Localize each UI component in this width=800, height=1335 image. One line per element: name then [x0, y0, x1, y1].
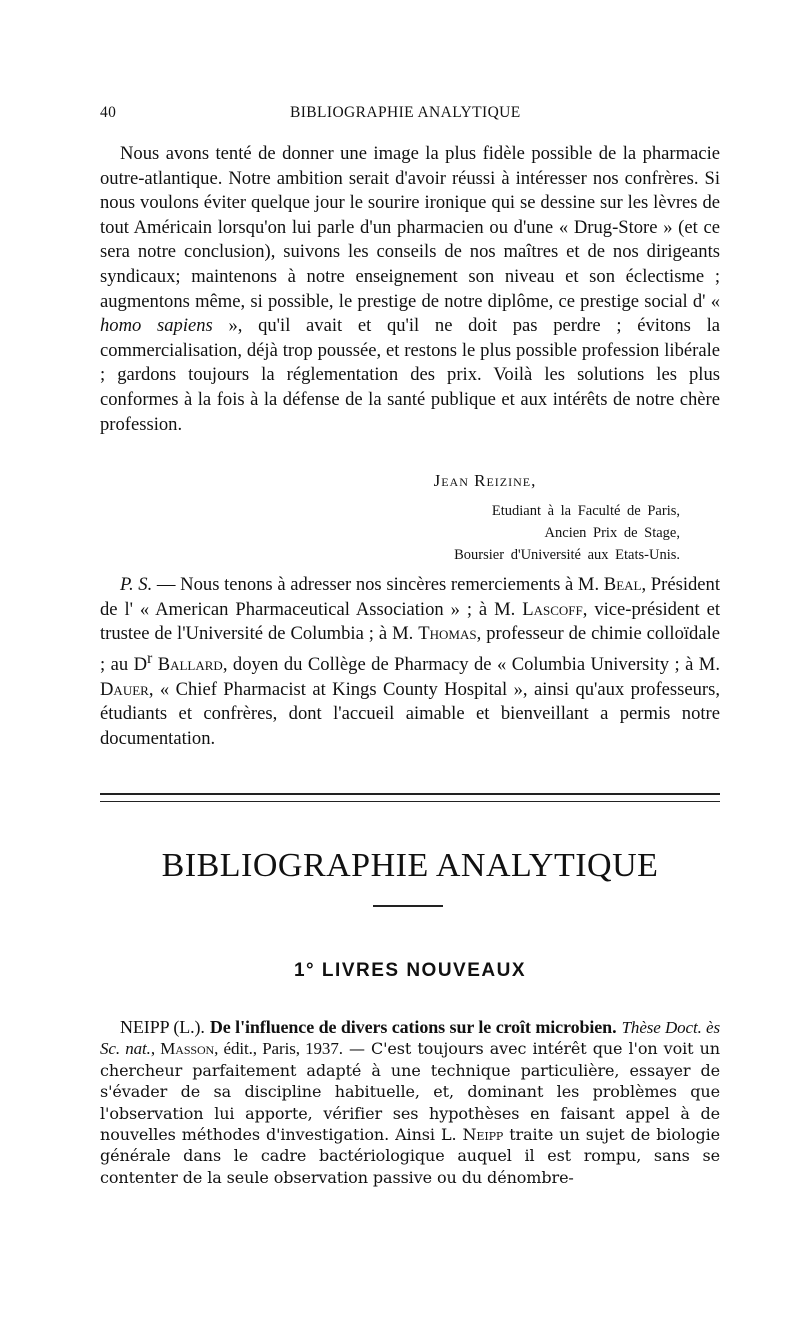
affiliation-line: Ancien Prix de Stage,	[544, 525, 680, 541]
book-review	[100, 1017, 720, 1188]
author-name: Jean Reizine,	[433, 471, 537, 490]
author-affiliations	[370, 500, 680, 566]
review-publication: , édit., Paris, 1937.	[214, 1039, 343, 1059]
closing-paragraph	[100, 142, 720, 437]
paragraph-text-part: », qu'il avait et qu'il ne doit pas perdre ; évitons la commercialisation, déjà trop poussée, et restons le plus possible profession libérale ; gardons toujours la réglementation des prix. Voilà les solutions les plus conformes à la fois à la défense de la santé publique et aux intérêts de notre chère profession.	[100, 315, 720, 435]
subsection-title: 1° LIVRES NOUVEAUX	[293, 960, 527, 981]
review-author: NEIPP (L.).	[120, 1017, 205, 1037]
ps-text-part: , « Chief Pharmacist at Kings County Hospital », ainsi qu'aux professeurs, étudiants et confrères, dont l'accueil aimable et bienveillant a permis notre documentation.	[100, 678, 720, 749]
name-ballard: Ballard	[157, 653, 223, 675]
ps-text-part: , Président de l' « American Pharmaceutical Association » ; à M.	[100, 574, 721, 620]
author-signature	[100, 471, 720, 563]
postscript-paragraph	[100, 573, 720, 751]
paragraph-text	[100, 142, 720, 437]
ps-text-part: , doyen du Collège de Pharmacy de « Columbia University ; à M.	[222, 653, 720, 675]
title-underline	[373, 905, 443, 907]
review-publisher: Masson	[160, 1039, 215, 1059]
review-text-part: ,	[150, 1039, 161, 1059]
running-header	[100, 104, 720, 130]
dr-superscript: r	[147, 649, 153, 667]
name-beal: Beal	[603, 574, 642, 595]
review-thesis: Thèse Doct. ès Sc. nat.	[100, 1018, 720, 1059]
review-text-part: — C'est toujours avec intérêt que l'on voit un chercheur parfaitement adapté à une technique particulière, essayer de s'évader de sa discipline habituelle, et, dominant les problèmes que l'observation lui apporte, vérifier ses hypothèses en faisant appel à de nouvelles méthodes d'investigation. Ainsi L.	[100, 1039, 721, 1145]
postscript-text	[100, 573, 720, 751]
section-divider	[100, 793, 720, 802]
name-thomas: Thomas	[418, 623, 477, 645]
ps-label: P. S.	[120, 574, 153, 595]
ps-text-part: , vice-président et trustee de l'Université de Columbia ; à M.	[100, 598, 720, 645]
affiliation-line: Boursier d'Université aux Etats-Unis.	[454, 547, 680, 563]
review-book-title: De l'influence de divers cations sur le croît microbien.	[209, 1017, 617, 1037]
review-text-part: traite un sujet de biologie générale dans le cadre bactériologique auquel il est rompu, sans se contenter de la seule observation passive ou du dénombre-	[100, 1125, 720, 1187]
page-number: 40	[100, 104, 117, 121]
ps-text-part: , professeur de chimie colloïdale ; au D	[100, 623, 720, 675]
affiliation-line: Etudiant à la Faculté de Paris,	[491, 503, 680, 519]
name-dauer: Dauer	[100, 678, 149, 700]
paragraph-text-part: Nous avons tenté de donner une image la plus fidèle possible de la pharmacie outre-atlantique. Notre ambition serait d'avoir réussi à intéresser nos confrères. Si nous voulons éviter quelque jour le sourire ironique qui se dessine sur les lèvres de tout Américain lorsqu'on lui parle d'un pharmacien ou d'une « Drug-Store » (et ce sera notre conclusion), suivons les conseils de nos maîtres et de nos dirigeants syndicaux; maintenons à notre enseignement son niveau et son éclectisme ; augmentons même, si possible, le prestige de notre diplôme, ce prestige social d' «	[100, 143, 720, 312]
review-text	[100, 1017, 720, 1188]
ps-text-part: — Nous tenons à adresser nos sincères remerciements à M.	[152, 574, 604, 595]
running-title: BIBLIOGRAPHIE ANALYTIQUE	[290, 104, 521, 121]
section-title: BIBLIOGRAPHIE ANALYTIQUE	[161, 847, 659, 884]
name-lascoff: Lascoff	[522, 598, 583, 620]
name-neipp: Neipp	[462, 1125, 504, 1145]
homo-sapiens-italic: homo sapiens	[100, 315, 213, 337]
